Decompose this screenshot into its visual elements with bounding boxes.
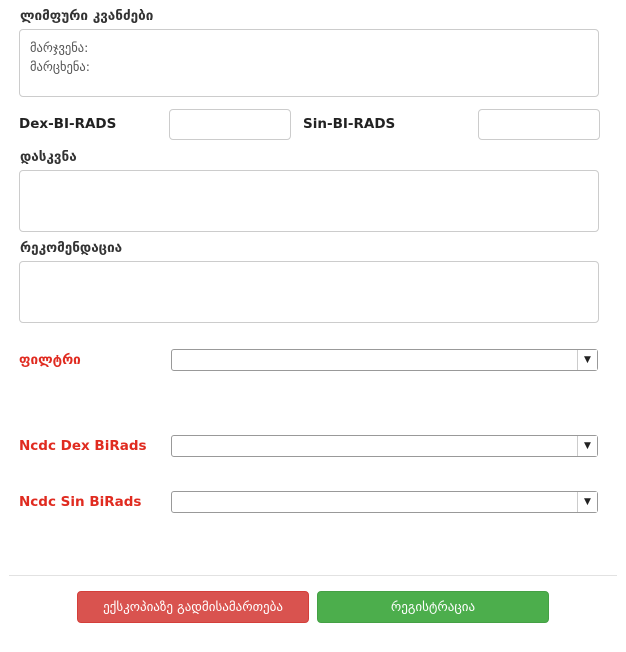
chevron-down-icon: ▼ [577,436,597,456]
ncdc-sin-select[interactable] [171,491,598,513]
ncdc-sin-select-wrapper [171,491,598,513]
sin-birads-input[interactable] [478,109,600,140]
ncdc-dex-select-wrapper [171,435,598,457]
sin-birads-label: Sin-BI-RADS [303,116,396,132]
conclusion-label: დასკვნა [20,149,77,165]
exam-form-page [0,8,626,652]
ncdc-dex-select[interactable] [171,435,598,457]
conclusion-textarea[interactable] [19,170,599,232]
filter-select[interactable] [171,349,598,371]
form-button-bar [0,591,626,623]
filter-select-wrapper [171,349,598,371]
chevron-down-icon: ▼ [577,492,597,512]
ncdc-sin-label: Ncdc Sin BiRads [19,494,142,510]
redirect-to-excopy-button[interactable]: ექსკოპიაზე გადმისამართება [77,591,309,623]
birads-row [10,107,616,141]
dex-birads-input[interactable] [169,109,291,140]
ncdc-dex-row [10,431,616,461]
footer-divider [9,575,617,576]
filter-label: ფილტრი [19,352,81,368]
recommendation-textarea[interactable] [19,261,599,323]
lymph-nodes-textarea[interactable] [19,29,599,97]
dex-birads-label: Dex-BI-RADS [19,116,117,132]
filter-row [10,345,616,375]
recommendation-label: რეკომენდაცია [20,240,123,256]
ncdc-sin-row [10,487,616,517]
ncdc-dex-label: Ncdc Dex BiRads [19,438,147,454]
lymph-nodes-label: ლიმფური კვანძები [20,8,154,24]
chevron-down-icon: ▼ [577,350,597,370]
register-button[interactable]: რეგისტრაცია [317,591,549,623]
